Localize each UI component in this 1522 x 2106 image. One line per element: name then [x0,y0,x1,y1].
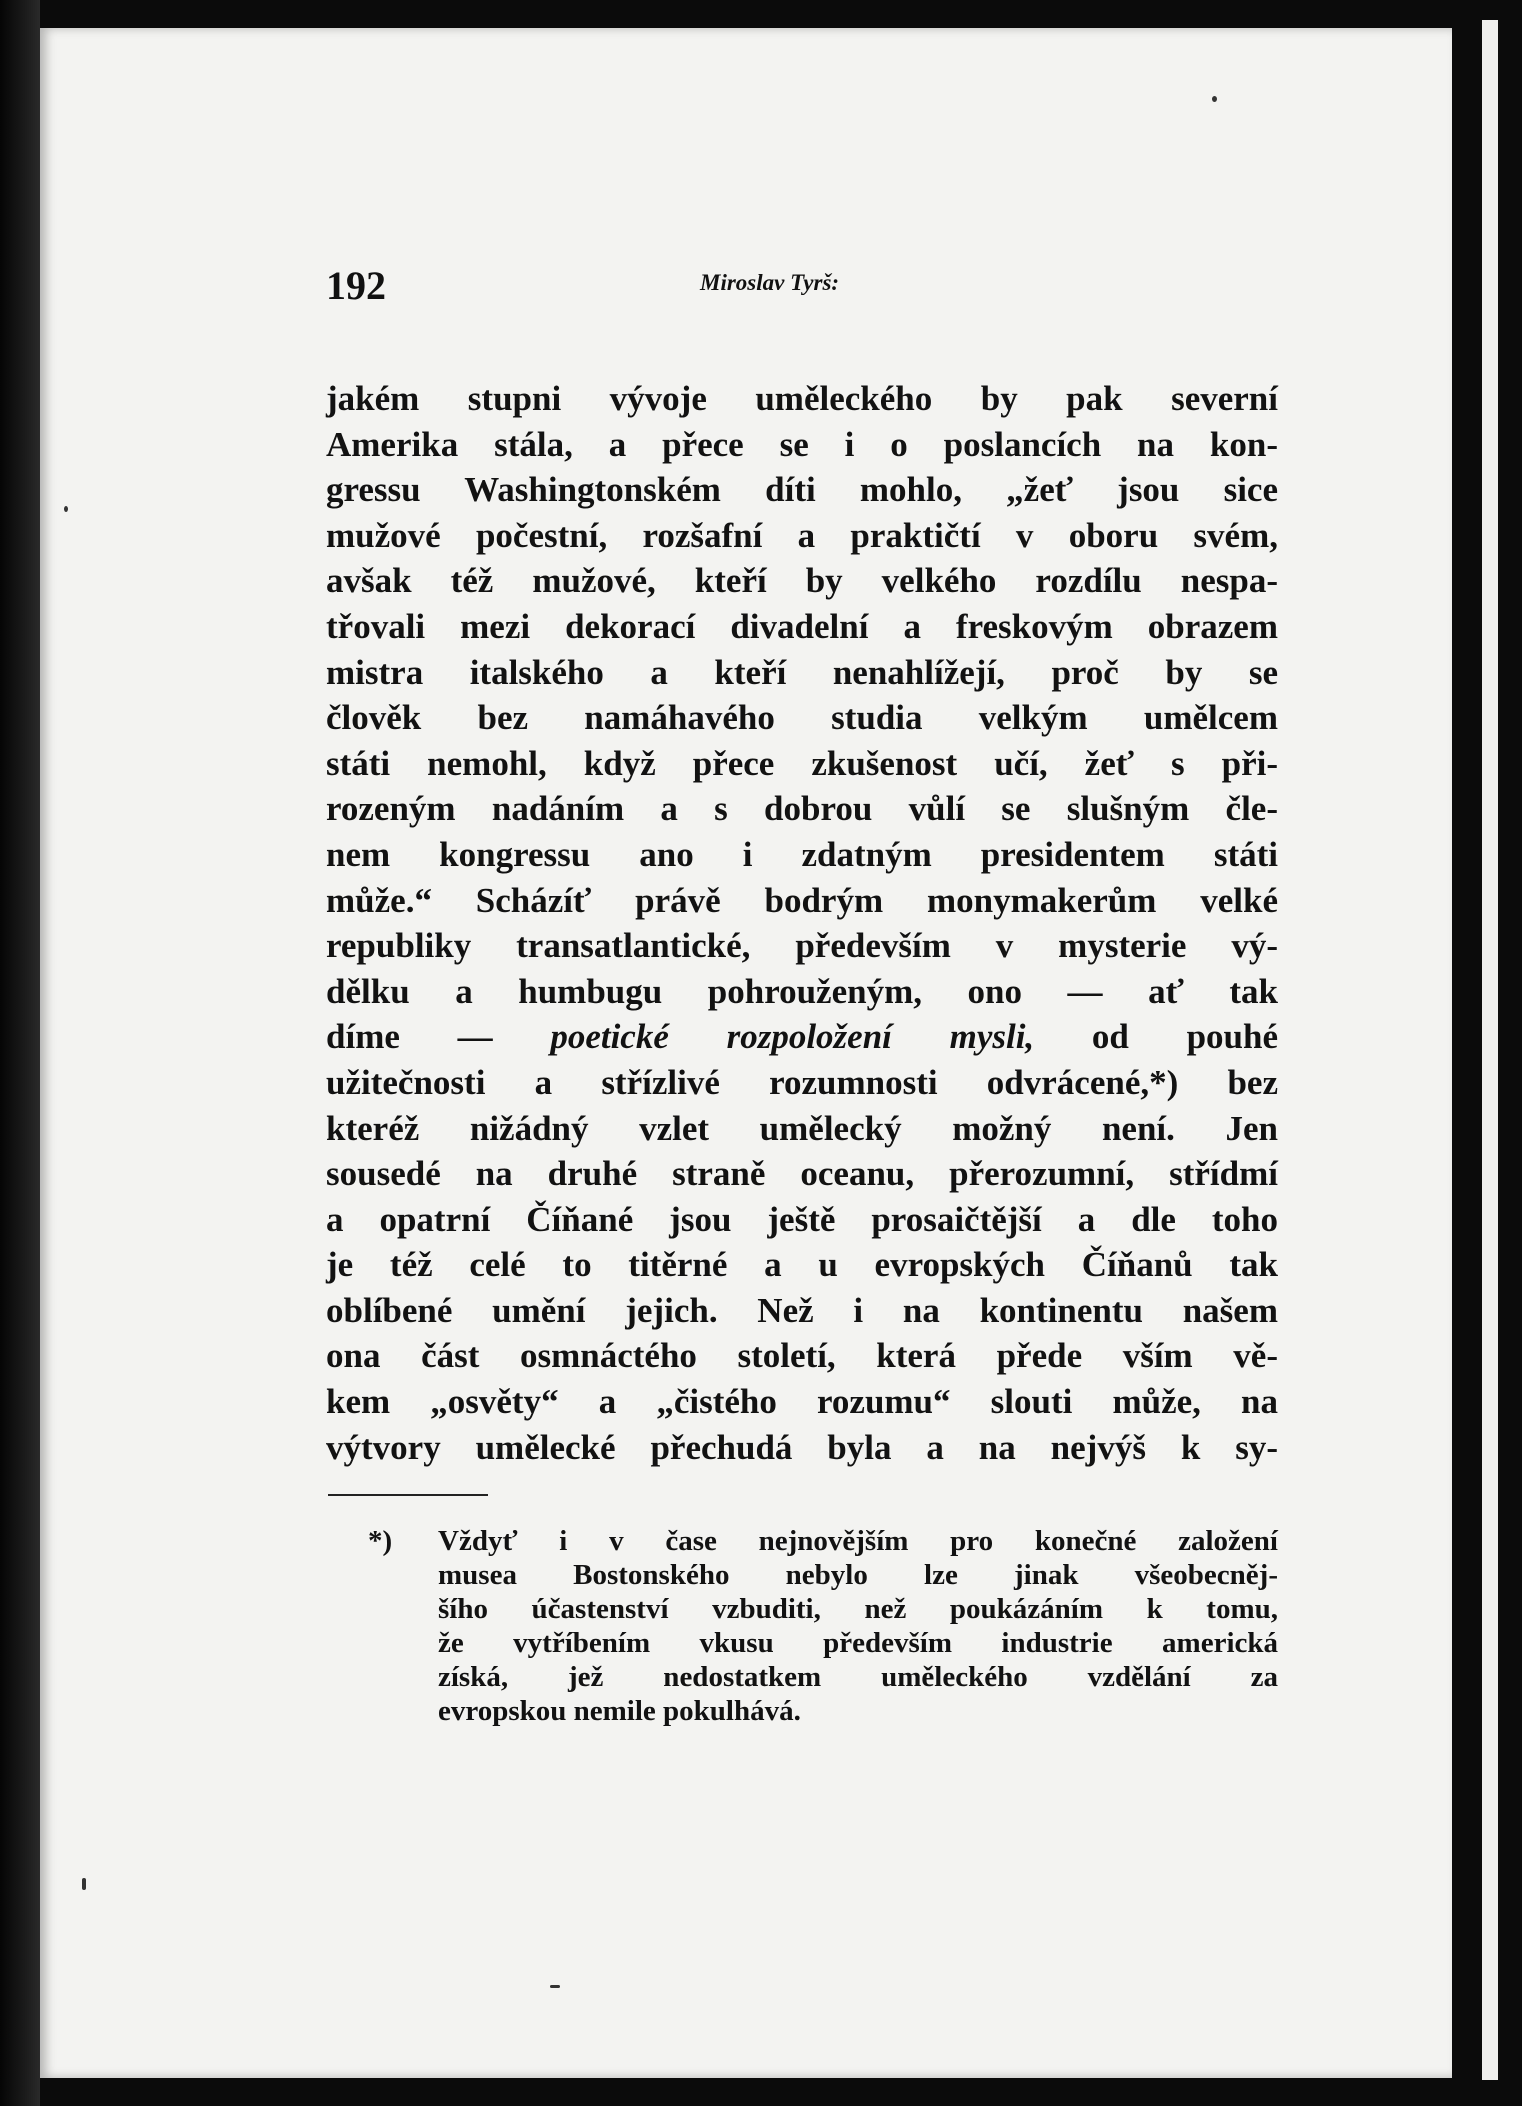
text-line: státi nemohl, když přece zkušenost učí, žeť s při- [326,743,1278,783]
text-line: užitečnosti a střízlivé rozumnosti odvrácené,*) bez [326,1062,1278,1102]
text-line: Amerika stála, a přece se i o poslancích na kon- [326,424,1278,464]
footnote-line: Vždyť i v čase nejnovějším pro konečné založení [438,1525,1278,1557]
text-line: výtvory umělecké přechudá byla a na nejvýš k sy- [326,1427,1278,1467]
binding-edge [0,0,40,2106]
text-line: republiky transatlantické, především v mysterie vý- [326,926,1278,966]
footnote-line: šího účastenství vzbuditi, než poukázáním k tomu, [438,1593,1278,1625]
footnote [368,1524,1278,1728]
text-line: sousedé na druhé straně oceanu, přerozumní, střídmí [326,1154,1278,1194]
text-line: nem kongressu ano i zdatným presidentem státi [326,834,1278,874]
footnote-line: musea Bostonského nebylo lze jinak všeobecněj- [438,1559,1278,1591]
text-line: a opatrní Číňané jsou ještě prosaičtější a dle toho [326,1199,1278,1239]
text-line: oblíbené umění jejich. Než i na kontinentu našem [326,1290,1278,1330]
text-line: jakém stupni vývoje uměleckého by pak severní [326,379,1278,418]
emphasis-italic: poetické rozpoložení mysli, [550,1017,1035,1057]
footnote-marker: *) [368,1525,393,1557]
text-line: ona část osmnáctého století, která přede vším vě- [326,1336,1278,1376]
text-line: kem „osvěty“ a „čistého rozumu“ slouti může, na [326,1382,1278,1422]
page-number: 192 [326,263,386,308]
running-head-author: Miroslav Tyrš: [700,270,840,295]
scan-speck [82,1878,86,1890]
text-line: kteréž nižádný vzlet umělecký možný není. Jen [326,1108,1278,1148]
text-line: mistra italského a kteří nenahlížejí, proč by se [326,652,1278,692]
emphasis-after: od pouhé [1091,1017,1278,1057]
text-line: rozeným nadáním a s dobrou vůlí se slušným čle- [326,789,1278,829]
footnote-line: získá, jež nedostatkem uměleckého vzdělání za [438,1661,1278,1693]
text-line: člověk bez namáhavého studia velkým umělcem [326,698,1278,738]
text-line: avšak též mužové, kteří by velkého rozdílu nespa- [326,561,1278,601]
text-line: je též celé to titěrné a u evropských Číňanů tak [326,1245,1278,1285]
text-line: mužové počestní, rozšafní a praktičtí v oboru svém, [326,515,1278,555]
text-line: gressu Washingtonském díti mohlo, „žeť jsou sice [326,470,1278,510]
body-text [326,376,1278,1470]
text-line: dělku a humbugu pohrouženým, ono — ať tak [326,971,1278,1011]
page-header [326,262,1276,322]
next-page-edge [1482,20,1498,2080]
text-line: může.“ Scházíť právě bodrým monymakerům velké [326,880,1278,920]
emphasis-before: díme — [326,1017,493,1057]
text-line: třovali mezi dekorací divadelní a freskovým obrazem [326,606,1278,646]
scan-speck [1212,96,1217,102]
scan-speck [64,506,68,512]
text-line-emphasis [326,1014,1278,1060]
footnote-line: že vytříbením vkusu především industrie americká [438,1627,1278,1659]
footnote-rule [328,1494,488,1496]
scan-speck [550,1985,560,1988]
footnote-line: evropskou nemile pokulhává. [438,1695,801,1727]
